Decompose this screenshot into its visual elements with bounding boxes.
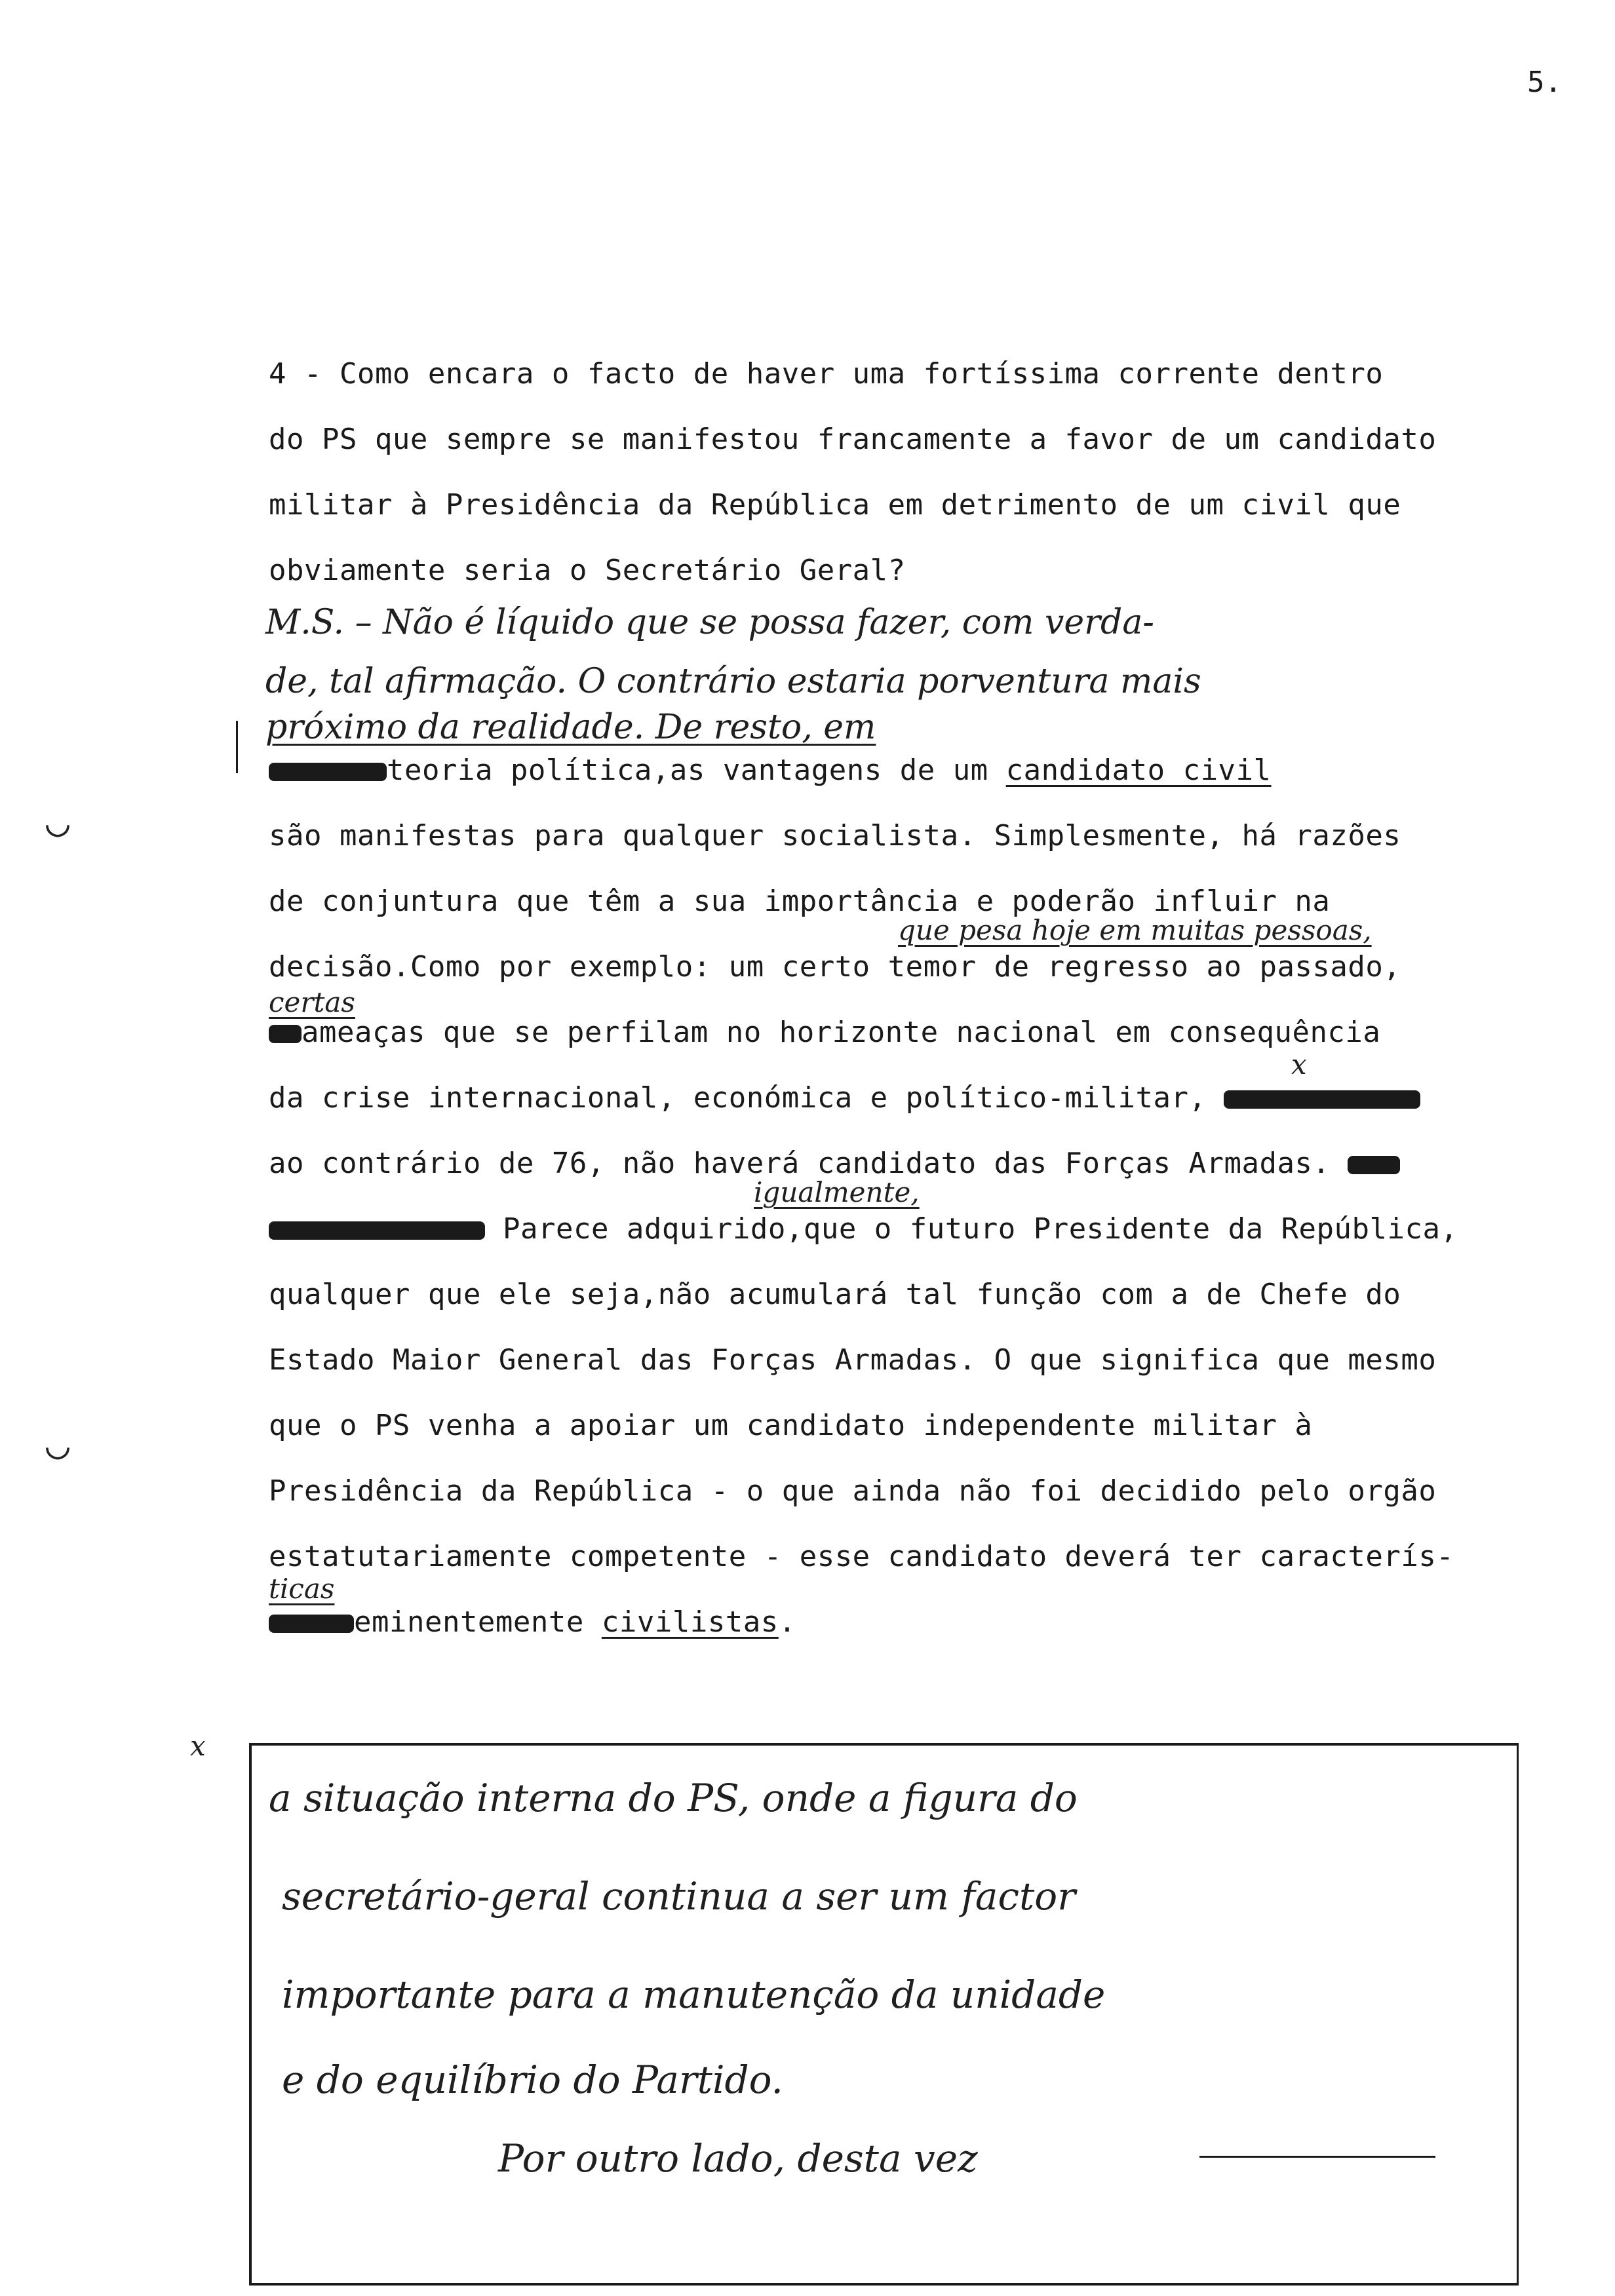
strike-mark [269, 763, 387, 781]
answer-text: teoria política,as vantagens de um [387, 754, 1006, 787]
insert-mark: x [1291, 1048, 1307, 1081]
question-line: do PS que sempre se manifestou francamente a favor de um candidato [269, 423, 1437, 456]
answer-line: de conjuntura que têm a sua importância e poderão influir na [269, 885, 1331, 918]
answer-line [269, 754, 1272, 787]
insert-marker: x [190, 1730, 206, 1762]
strike-mark [269, 1615, 354, 1633]
answer-line [269, 1147, 1400, 1180]
handwritten-answer-line: M.S. – Não é líquido que se possa fazer, com verda- [265, 603, 1154, 642]
boxed-insert-line: e do equilíbrio do Partido. [282, 2057, 783, 2102]
answer-underlined: candidato civil [1005, 754, 1272, 787]
answer-line: que o PS venha a apoiar um candidato independente militar à [269, 1409, 1313, 1442]
handwritten-answer-line: próximo da realidade. De resto, em [265, 708, 876, 747]
question-line: militar à Presidência da República em detrimento de um civil que [269, 488, 1401, 522]
answer-line: Presidência da República - o que ainda não foi decidido pelo orgão [269, 1474, 1437, 1508]
answer-line [269, 1212, 1458, 1246]
answer-text: ameaças que se perfilam no horizonte nacional em consequência [302, 1016, 1381, 1049]
answer-text: . [778, 1605, 796, 1639]
boxed-insert-line: Por outro lado, desta vez [498, 2136, 978, 2181]
boxed-insert-line: a situação interna do PS, onde a figura do [269, 1776, 1078, 1820]
answer-insert: que pesa hoje em muitas pessoas, [898, 914, 1372, 946]
answer-line: estatutariamente competente - esse candidato deverá ter caracterís- [269, 1540, 1454, 1573]
answer-insert: ticas [269, 1573, 335, 1605]
answer-line: qualquer que ele seja,não acumulará tal função com a de Chefe do [269, 1278, 1401, 1311]
answer-line: são manifestas para qualquer socialista. Simplesmente, há razões [269, 819, 1401, 852]
answer-insert: certas [269, 986, 355, 1018]
strike-mark [1348, 1156, 1400, 1174]
question-line: obviamente seria o Secretário Geral? [269, 554, 906, 587]
answer-text: ao contrário de 76, não haverá candidato das Forças Armadas. [269, 1147, 1331, 1180]
boxed-insert-line: importante para a manutenção da unidade [282, 1972, 1106, 2017]
answer-line [269, 1605, 796, 1639]
strike-mark [1224, 1090, 1420, 1109]
margin-bracket [236, 721, 246, 773]
answer-underlined: civilistas [601, 1605, 779, 1639]
answer-text: eminentemente [354, 1605, 602, 1639]
margin-mark: ◡ [46, 799, 70, 845]
handwritten-answer-line: de, tal afirmação. O contrário estaria porventura mais [265, 662, 1201, 701]
question-line: 4 - Como encara o facto de haver uma fortíssima corrente dentro [269, 357, 1384, 391]
answer-line [269, 1016, 1380, 1049]
strike-mark [269, 1221, 485, 1240]
boxed-insert-line: secretário-geral continua a ser um factor [282, 1874, 1076, 1919]
answer-insert: igualmente, [754, 1176, 920, 1208]
continuation-line [1199, 2156, 1435, 2158]
page-number: 5. [1527, 66, 1562, 99]
answer-text: Parece adquirido,que o futuro Presidente da República, [503, 1212, 1458, 1246]
margin-mark: ◡ [46, 1422, 70, 1468]
strike-mark [269, 1025, 302, 1043]
answer-line: decisão.Como por exemplo: um certo temor de regresso ao passado, [269, 950, 1401, 984]
answer-text: da crise internacional, económica e político-militar, [269, 1081, 1207, 1115]
answer-line: Estado Maior General das Forças Armadas. O que significa que mesmo [269, 1343, 1437, 1377]
answer-line [269, 1081, 1420, 1115]
